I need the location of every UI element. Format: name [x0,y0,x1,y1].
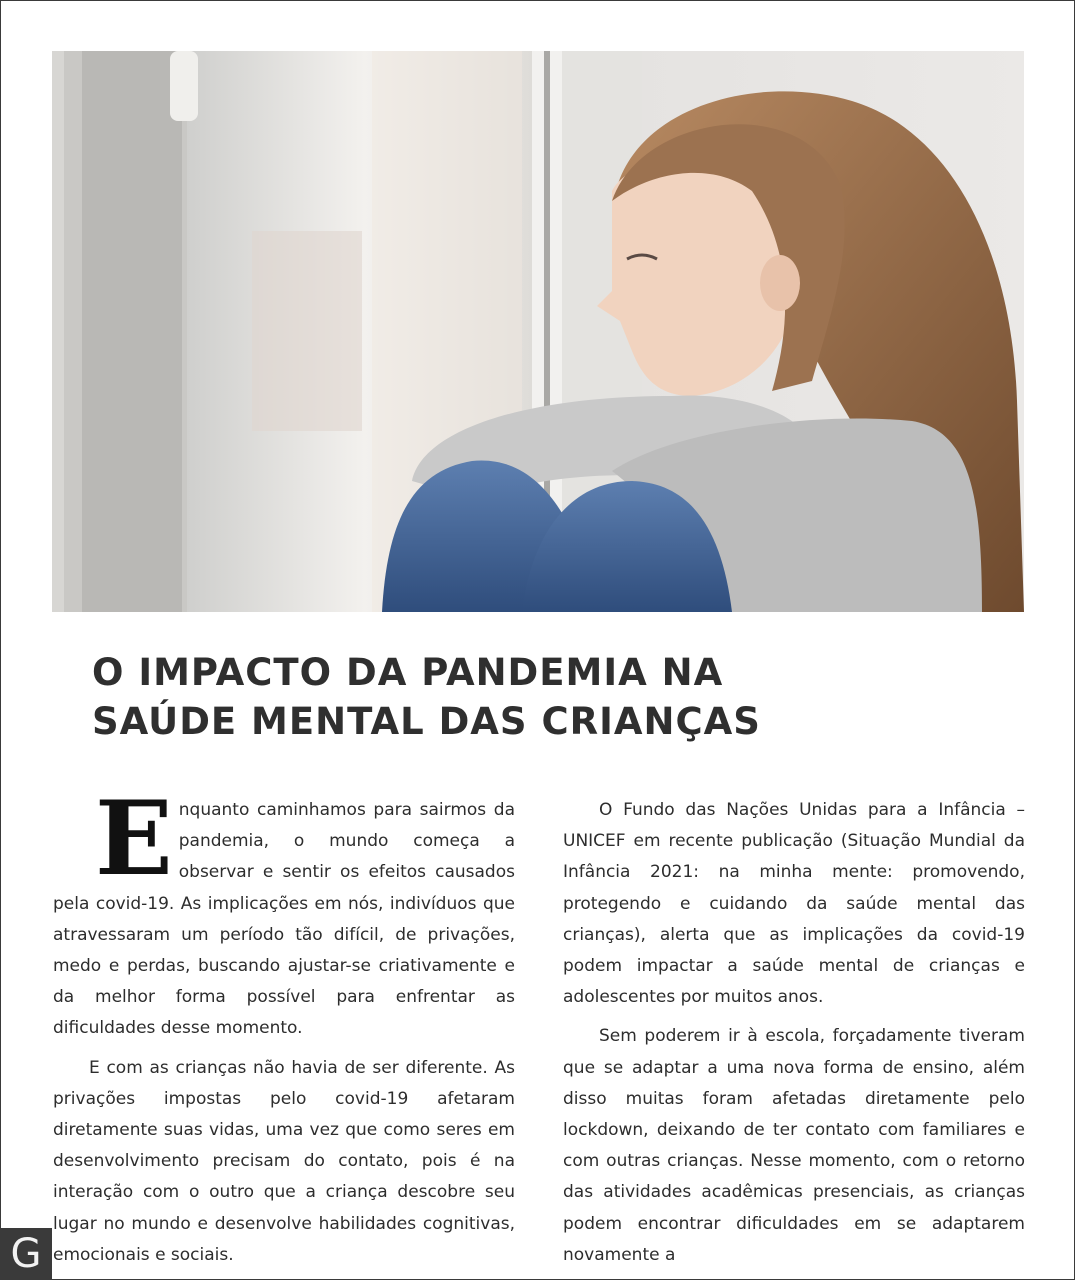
article-title-line-2: SAÚDE MENTAL DAS CRIANÇAS [92,700,761,743]
right-paragraph-2: Sem poderem ir à escola, forçadamente tiveram que se adaptar a uma nova forma de ensino, além disso muitas foram afetadas diretamente pelo lockdown, deixando de ter contato com familiares e com outras crianças. Nesse momento, com o retorno das atividades acadêmicas presenciais, as crianças podem encontrar dificuldades em se adaptarem novamente a [563,1026,1025,1265]
left-paragraph-2: E com as crianças não havia de ser diferente. As privações impostas pelo covid-19 afetaram diretamente suas vidas, uma vez que como seres em desenvolvimento precisam do contato, pois é na interação com o outro que a criança descobre seu lugar no mundo e desenvolve habilidades cognitivas, emocionais e sociais. [53,1057,515,1265]
left-paragraph-1 [53,779,515,1045]
left-column [53,779,515,1279]
drop-cap: E [95,779,173,899]
article-title [92,648,852,746]
right-paragraph-1: O Fundo das Nações Unidas para a Infância – UNICEF em recente publicação (Situação Mundial da Infância 2021: na minha mente: promovendo, protegendo e cuidando da saúde mental das crianças), alerta que as implicações da covid-19 podem impactar a saúde mental de crianças e adolescentes por muitos anos. [563,800,1025,1008]
article-title-line-1: O IMPACTO DA PANDEMIA NA [92,651,724,694]
left-paragraph-1-text: nquanto caminhamos para sairmos da pandemia, o mundo começa a observar e sentir os efeitos causados pela covid-19. As implicações em nós, indivíduos que atravessaram um período tão difícil, de privações, medo e perdas, buscando ajustar-se criativamente e da melhor forma possível para enfrentar as dificuldades desse momento. [53,800,515,1039]
article-photo [52,51,1024,612]
page-marker: G [0,1228,52,1280]
right-column [563,795,1025,1279]
